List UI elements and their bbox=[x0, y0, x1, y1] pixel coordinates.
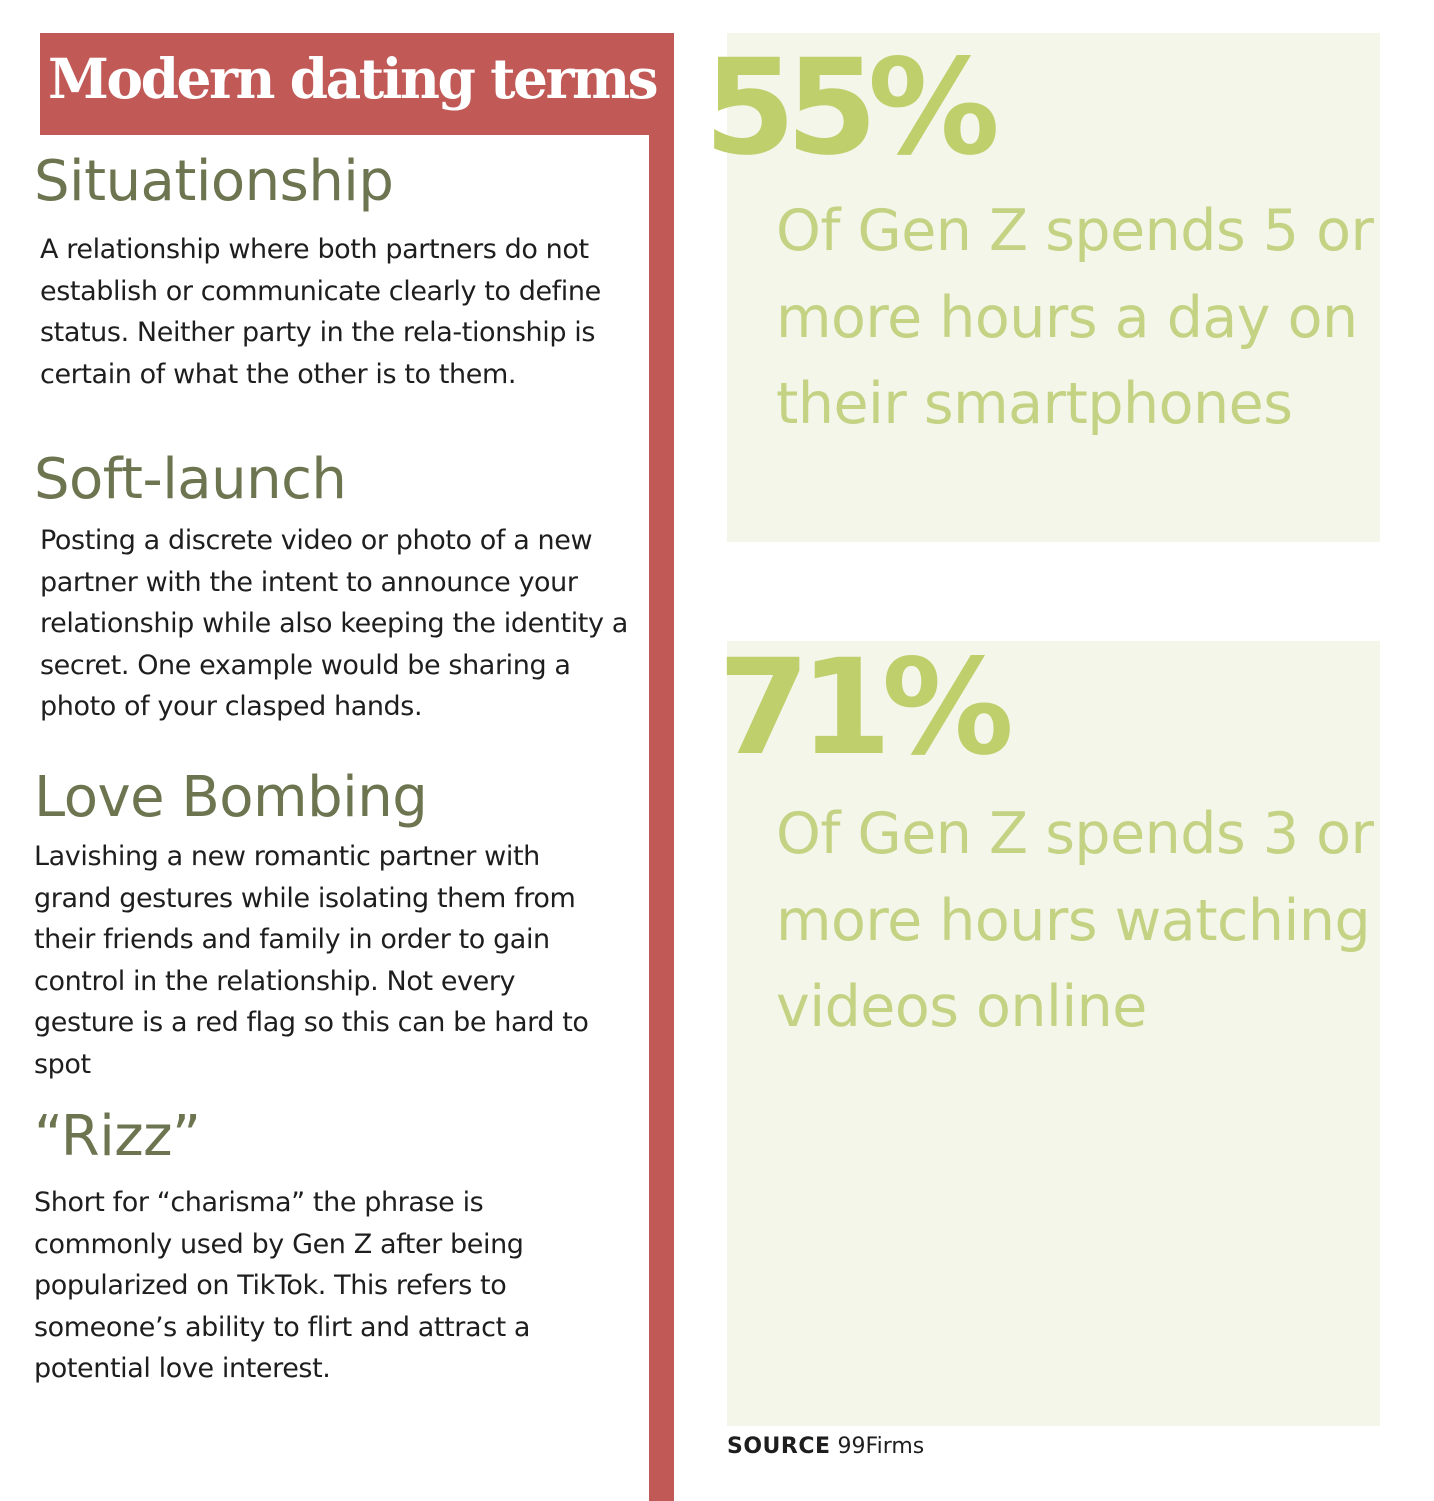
source-credit bbox=[727, 1434, 924, 1459]
term-heading-rizz: “Rizz” bbox=[34, 1104, 201, 1169]
stat-value-smartphones: 55% bbox=[704, 31, 990, 185]
term-body-rizz: Short for “charisma” the phrase is commonly used by Gen Z after being popularized on TikTok. This refers to someone’s ability to flirt and attract a potential love interest. bbox=[34, 1187, 531, 1384]
term-heading-situationship: Situationship bbox=[34, 149, 394, 214]
term-heading-love-bombing: Love Bombing bbox=[34, 765, 428, 830]
stat-description-videos: Of Gen Z spends 3 or more hours watching videos online bbox=[776, 801, 1374, 1040]
page-title: Modern dating terms bbox=[48, 46, 657, 111]
stat-description-smartphones: Of Gen Z spends 5 or more hours a day on their smartphones bbox=[776, 198, 1374, 437]
accent-stripe bbox=[649, 33, 674, 1501]
term-body-situationship: A relationship where both partners do not establish or communicate clearly to define status. Neither party in the rela-tionship is certain of what the other is to them. bbox=[40, 234, 601, 390]
term-body-soft-launch: Posting a discrete video or photo of a new partner with the intent to announce your relationship while also keeping the identity a secret. One example would be sharing a photo of your clasped hands. bbox=[40, 525, 628, 722]
source-label: SOURCE bbox=[727, 1434, 831, 1459]
term-heading-soft-launch: Soft-launch bbox=[34, 447, 347, 512]
stat-value-videos: 71% bbox=[718, 631, 1004, 785]
source-name: 99Firms bbox=[837, 1434, 925, 1459]
term-body-love-bombing: Lavishing a new romantic partner with grand gestures while isolating them from their friends and family in order to gain control in the relationship. Not every gesture is a red flag so this can be hard to spot bbox=[34, 841, 589, 1080]
